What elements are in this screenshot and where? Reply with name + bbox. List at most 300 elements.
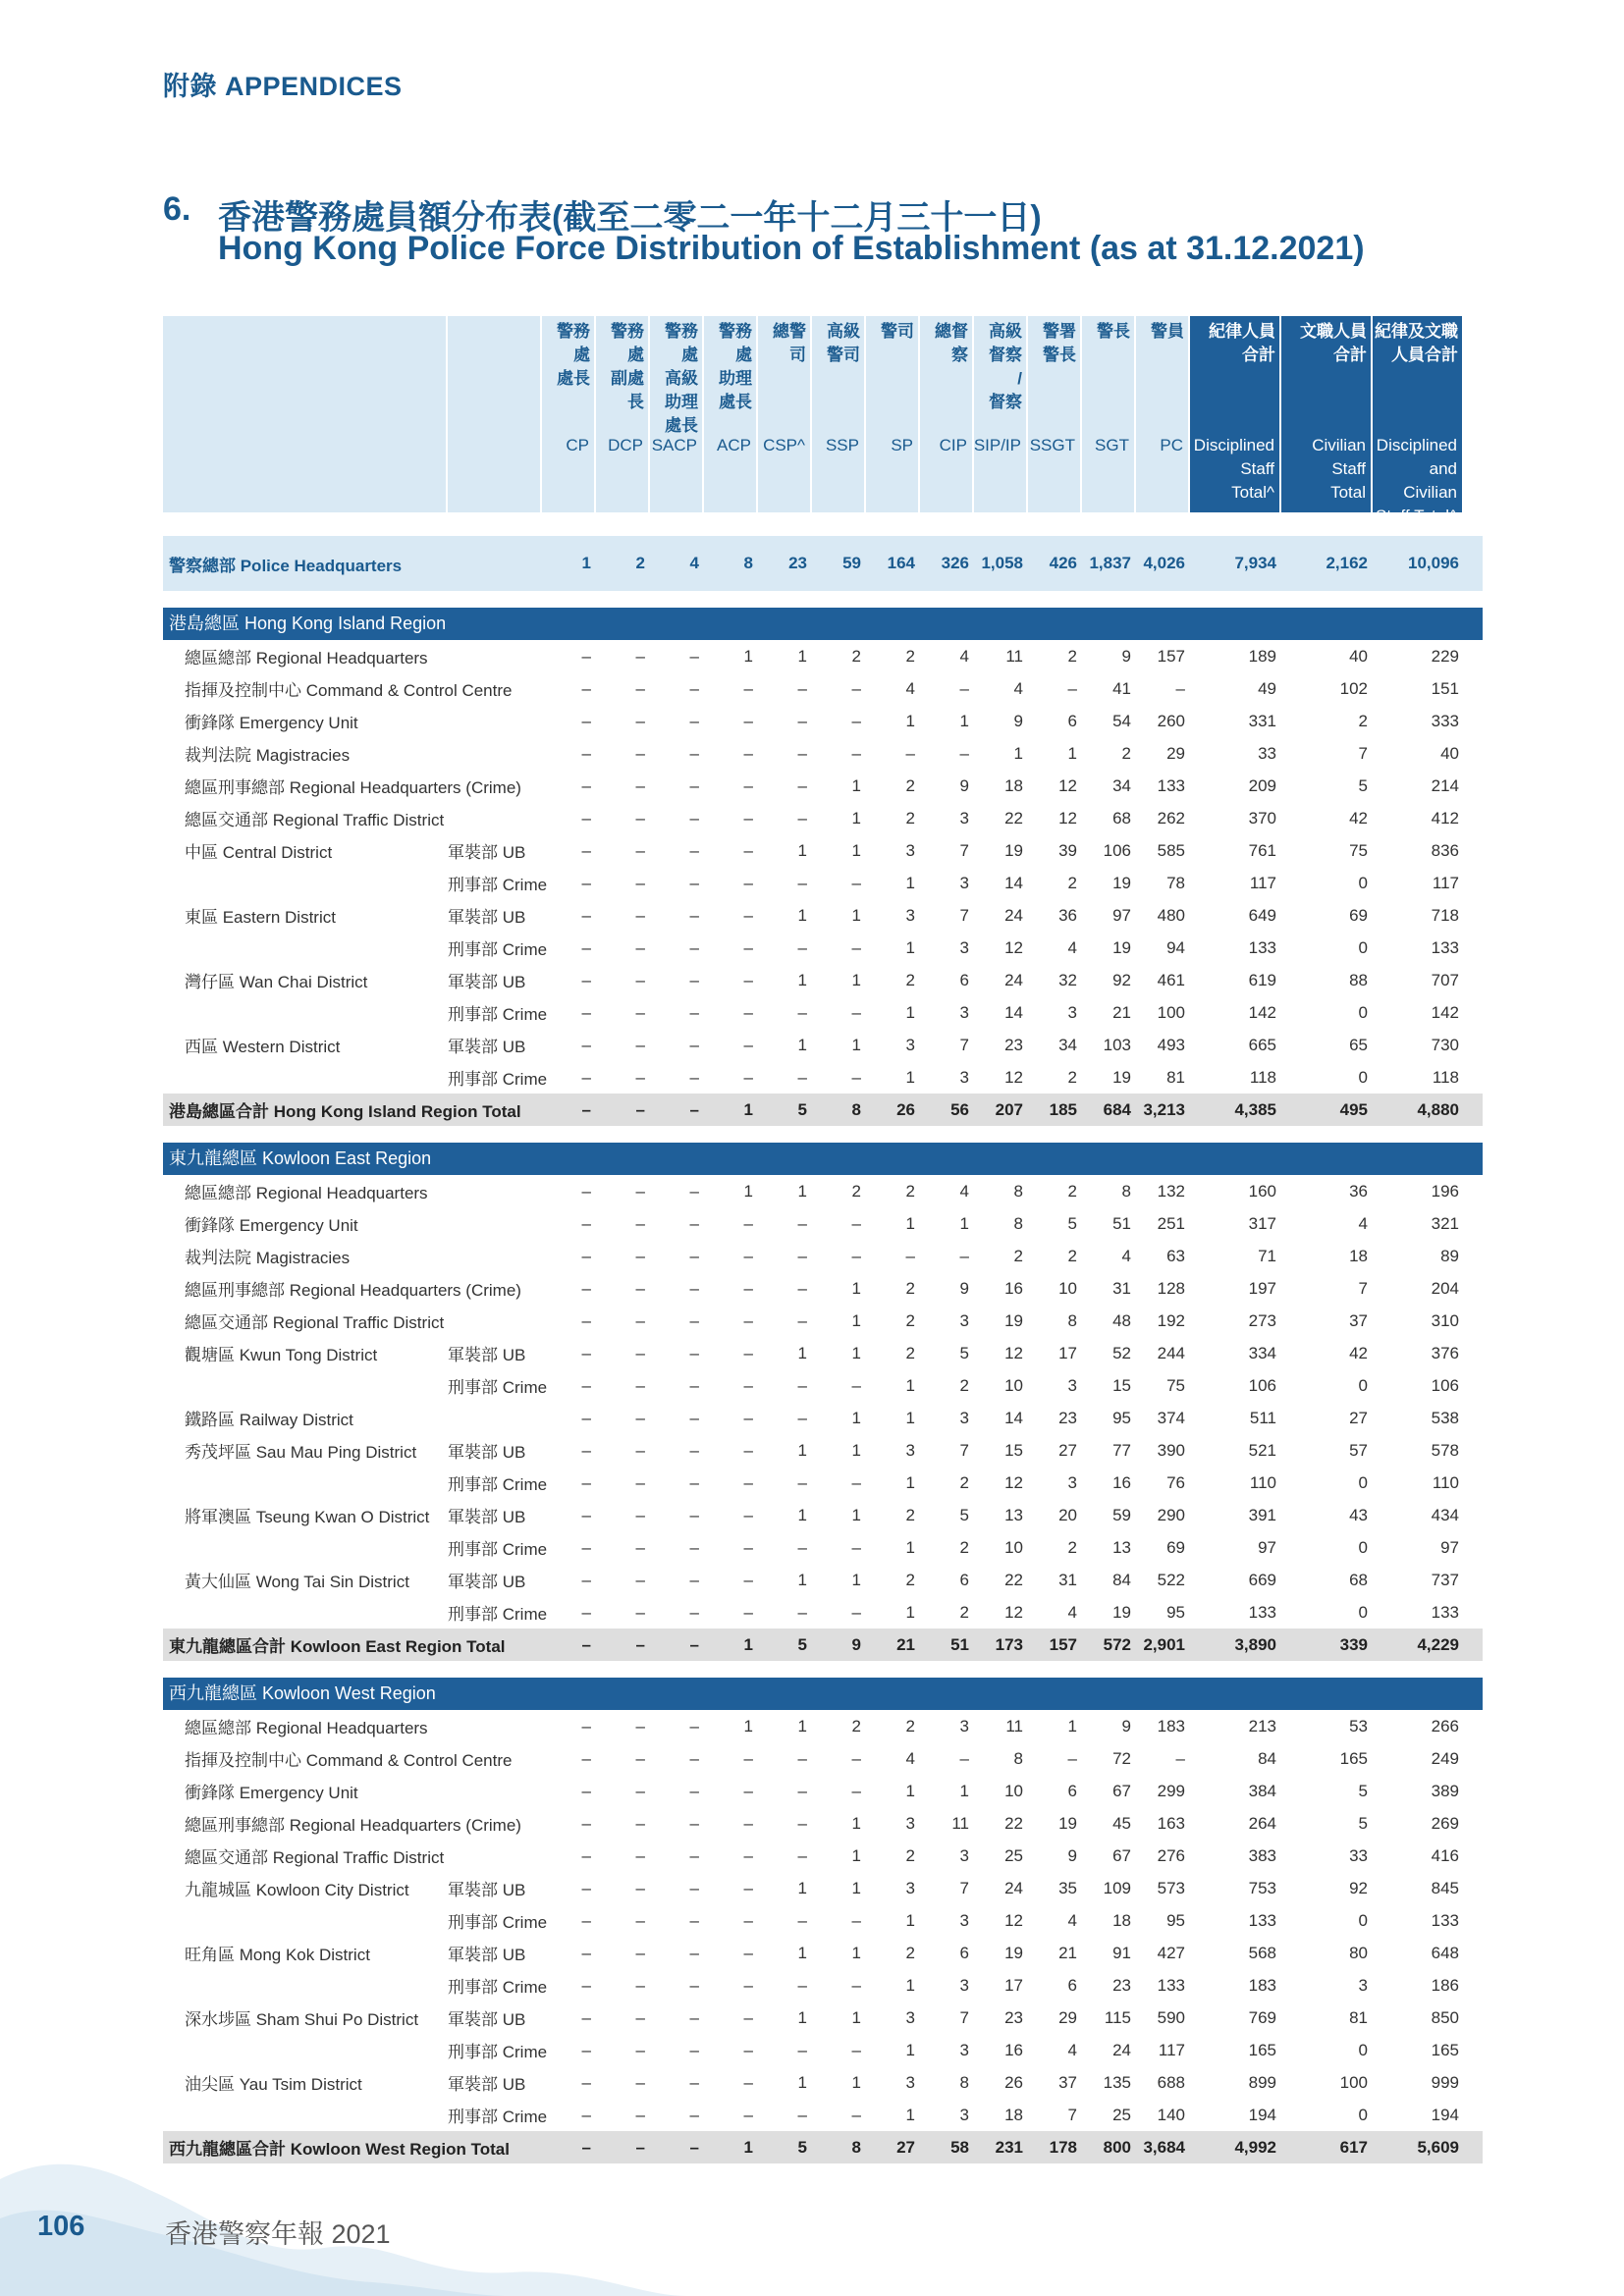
value-cell: – xyxy=(635,1748,645,1768)
value-cell: 77 xyxy=(1112,1440,1131,1460)
value-cell: – xyxy=(581,1213,591,1233)
value-cell: – xyxy=(689,1602,699,1622)
table-row xyxy=(163,770,1483,802)
value-cell: 4 xyxy=(1067,1602,1077,1622)
header-blank-cell xyxy=(163,316,448,512)
value-cell: 538 xyxy=(1431,1408,1459,1427)
value-cell: 22 xyxy=(1004,808,1023,828)
value-cell: 140 xyxy=(1157,2105,1185,2124)
value-cell: 2 xyxy=(959,1472,969,1492)
column-header-english: SACP xyxy=(651,436,697,454)
value-cell: 5 xyxy=(797,2137,807,2157)
value-cell: – xyxy=(1175,1748,1185,1768)
value-cell: 75 xyxy=(1166,1375,1185,1395)
column-header xyxy=(1082,316,1136,512)
value-cell: 590 xyxy=(1157,2007,1185,2027)
value-cell: – xyxy=(743,1505,753,1524)
value-cell: 183 xyxy=(1157,1716,1185,1735)
value-cell: 1 xyxy=(743,1099,753,1119)
value-cell: – xyxy=(635,905,645,925)
value-cell: – xyxy=(635,1408,645,1427)
value-cell: – xyxy=(581,1748,591,1768)
value-cell: 76 xyxy=(1166,1472,1185,1492)
value-cell: 1 xyxy=(905,1602,915,1622)
value-cell: – xyxy=(743,1910,753,1930)
value-cell: – xyxy=(743,1845,753,1865)
column-header-chinese: 警務處 處長 xyxy=(557,322,590,388)
value-cell: 707 xyxy=(1431,970,1459,989)
value-cell: 3 xyxy=(905,840,915,860)
value-cell: – xyxy=(797,1602,807,1622)
value-cell: 617 xyxy=(1339,2137,1368,2157)
value-cell: 2 xyxy=(905,1570,915,1589)
value-cell: 4 xyxy=(689,554,699,572)
value-cell: 264 xyxy=(1248,1813,1276,1833)
value-cell: – xyxy=(581,1943,591,1962)
value-cell: 45 xyxy=(1112,1813,1131,1833)
row-label: 衝鋒隊 Emergency Unit xyxy=(185,1216,358,1235)
value-cell: 31 xyxy=(1112,1278,1131,1298)
column-header xyxy=(596,316,650,512)
region-header: 港島總區 Hong Kong Island Region xyxy=(163,608,1483,640)
value-cell: 3 xyxy=(905,1440,915,1460)
row-label: 衝鋒隊 Emergency Unit xyxy=(185,714,358,732)
value-cell: – xyxy=(635,743,645,763)
value-cell: 95 xyxy=(1166,1602,1185,1622)
table-row xyxy=(163,1531,1483,1564)
value-cell: 737 xyxy=(1431,1570,1459,1589)
value-cell: 56 xyxy=(950,1099,969,1119)
value-cell: – xyxy=(581,1310,591,1330)
value-cell: – xyxy=(581,1002,591,1022)
value-cell: – xyxy=(851,1537,861,1557)
value-cell: – xyxy=(635,2105,645,2124)
value-cell: 19 xyxy=(1112,1067,1131,1087)
value-cell: 229 xyxy=(1431,646,1459,666)
value-cell: – xyxy=(743,1246,753,1265)
value-cell: 427 xyxy=(1157,1943,1185,1962)
column-header-chinese: 警務處 副處長 xyxy=(611,322,644,411)
value-cell: 1,837 xyxy=(1089,554,1131,572)
table-row xyxy=(163,1710,1483,1742)
value-cell: – xyxy=(581,1246,591,1265)
value-cell: 42 xyxy=(1349,808,1368,828)
value-cell: – xyxy=(851,1067,861,1087)
value-cell: 1 xyxy=(905,1910,915,1930)
value-cell: 10 xyxy=(1058,1278,1077,1298)
value-cell: – xyxy=(689,1375,699,1395)
value-cell: 8 xyxy=(1013,1181,1023,1201)
value-cell: 19 xyxy=(1004,1943,1023,1962)
value-cell: – xyxy=(689,2105,699,2124)
value-cell: 7 xyxy=(1067,2105,1077,2124)
value-cell: 142 xyxy=(1431,1002,1459,1022)
row-label: 灣仔區 Wan Chai District xyxy=(185,973,368,991)
value-cell: 412 xyxy=(1431,808,1459,828)
value-cell: 3 xyxy=(959,1716,969,1735)
row-sublabel: 刑事部 Crime xyxy=(448,1070,548,1089)
headquarters-row xyxy=(163,536,1483,591)
value-cell: 89 xyxy=(1440,1246,1459,1265)
column-header-english: SSGT xyxy=(1029,436,1075,454)
value-cell: 1 xyxy=(797,1343,807,1362)
value-cell: – xyxy=(581,1537,591,1557)
table-row xyxy=(163,1029,1483,1061)
value-cell: – xyxy=(581,775,591,795)
value-cell: 1,058 xyxy=(981,554,1023,572)
value-cell: – xyxy=(851,743,861,763)
value-cell: 25 xyxy=(1112,2105,1131,2124)
table-row xyxy=(163,1061,1483,1094)
row-label: 指揮及控制中心 Command & Control Centre xyxy=(185,1751,513,1770)
value-cell: 29 xyxy=(1166,743,1185,763)
table-row xyxy=(163,867,1483,899)
value-cell: 24 xyxy=(1004,905,1023,925)
value-cell: 1 xyxy=(905,1408,915,1427)
value-cell: 1 xyxy=(851,1343,861,1362)
row-label: 警察總部 Police Headquarters xyxy=(169,556,403,575)
value-cell: – xyxy=(635,1878,645,1897)
value-cell: 522 xyxy=(1157,1570,1185,1589)
value-cell: 9 xyxy=(1067,1845,1077,1865)
value-cell: 3 xyxy=(1358,1975,1368,1995)
value-cell: 197 xyxy=(1248,1278,1276,1298)
value-cell: – xyxy=(743,1278,753,1298)
value-cell: 10,096 xyxy=(1408,554,1459,572)
value-cell: 213 xyxy=(1248,1716,1276,1735)
value-cell: – xyxy=(851,1910,861,1930)
value-cell: 5 xyxy=(959,1505,969,1524)
value-cell: – xyxy=(635,1343,645,1362)
value-cell: – xyxy=(851,1213,861,1233)
value-cell: 2 xyxy=(959,1537,969,1557)
value-cell: – xyxy=(797,1310,807,1330)
value-cell: 106 xyxy=(1248,1375,1276,1395)
column-header-english: PC xyxy=(1160,436,1183,454)
row-label: 總區總部 Regional Headquarters xyxy=(185,1184,428,1202)
value-cell: 391 xyxy=(1248,1505,1276,1524)
value-cell: 6 xyxy=(1067,1975,1077,1995)
value-cell: – xyxy=(851,2105,861,2124)
value-cell: 16 xyxy=(1004,2040,1023,2059)
value-cell: 100 xyxy=(1157,1002,1185,1022)
table-row xyxy=(163,1937,1483,1969)
value-cell: 81 xyxy=(1349,2007,1368,2027)
value-cell: – xyxy=(851,1748,861,1768)
value-cell: 22 xyxy=(1004,1570,1023,1589)
table-row xyxy=(163,1872,1483,1904)
table-row xyxy=(163,996,1483,1029)
value-cell: 68 xyxy=(1112,808,1131,828)
table-row xyxy=(163,1402,1483,1434)
value-cell: – xyxy=(689,905,699,925)
value-cell: 117 xyxy=(1249,873,1276,892)
value-cell: 1 xyxy=(797,1878,807,1897)
value-cell: 65 xyxy=(1349,1035,1368,1054)
value-cell: 151 xyxy=(1431,678,1459,698)
table-row xyxy=(163,1840,1483,1872)
value-cell: 110 xyxy=(1249,1472,1276,1492)
value-cell: 2 xyxy=(905,775,915,795)
value-cell: 2 xyxy=(905,808,915,828)
value-cell: 95 xyxy=(1166,1910,1185,1930)
value-cell: 299 xyxy=(1157,1781,1185,1800)
value-cell: 6 xyxy=(1067,1781,1077,1800)
value-cell: 2 xyxy=(1067,1181,1077,1201)
value-cell: – xyxy=(689,2072,699,2092)
value-cell: 8 xyxy=(743,554,753,572)
value-cell: 23 xyxy=(1004,2007,1023,2027)
value-cell: – xyxy=(743,1375,753,1395)
table-row xyxy=(163,1272,1483,1305)
value-cell: 1 xyxy=(905,1213,915,1233)
value-cell: 92 xyxy=(1349,1878,1368,1897)
value-cell: 1 xyxy=(851,1035,861,1054)
value-cell: 157 xyxy=(1049,1634,1077,1654)
value-cell: 1 xyxy=(851,1570,861,1589)
value-cell: 1 xyxy=(851,1845,861,1865)
value-cell: – xyxy=(743,775,753,795)
value-cell: 102 xyxy=(1339,678,1368,698)
value-cell: 9 xyxy=(1013,711,1023,730)
row-sublabel: 軍裝部 UB xyxy=(448,2075,526,2094)
value-cell: – xyxy=(851,678,861,698)
value-cell: 2 xyxy=(905,1845,915,1865)
value-cell: – xyxy=(797,1213,807,1233)
value-cell: 106 xyxy=(1431,1375,1459,1395)
row-sublabel: 刑事部 Crime xyxy=(448,1605,548,1624)
table-row xyxy=(163,1240,1483,1272)
row-label: 總區總部 Regional Headquarters xyxy=(185,649,428,667)
value-cell: 11 xyxy=(1005,646,1023,666)
row-sublabel: 刑事部 Crime xyxy=(448,1005,548,1024)
value-cell: – xyxy=(581,1570,591,1589)
table-row xyxy=(163,1467,1483,1499)
value-cell: 2 xyxy=(851,646,861,666)
value-cell: – xyxy=(743,1781,753,1800)
row-sublabel: 軍裝部 UB xyxy=(448,908,526,927)
value-cell: – xyxy=(797,1910,807,1930)
value-cell: – xyxy=(797,1246,807,1265)
value-cell: 133 xyxy=(1431,1602,1459,1622)
row-sublabel: 軍裝部 UB xyxy=(448,973,526,991)
column-header-english: CSP^ xyxy=(763,436,805,454)
value-cell: 2 xyxy=(905,1278,915,1298)
value-cell: 269 xyxy=(1431,1813,1459,1833)
value-cell: 2 xyxy=(905,1943,915,1962)
value-cell: – xyxy=(581,1035,591,1054)
value-cell: 3,684 xyxy=(1143,2137,1185,2157)
value-cell: – xyxy=(797,1067,807,1087)
value-cell: – xyxy=(635,1246,645,1265)
value-cell: – xyxy=(581,711,591,730)
value-cell: 214 xyxy=(1431,775,1459,795)
value-cell: 2 xyxy=(959,1375,969,1395)
table-row xyxy=(163,964,1483,996)
value-cell: 3,890 xyxy=(1234,1634,1276,1654)
row-label: 黃大仙區 Wong Tai Sin District xyxy=(185,1573,409,1591)
value-cell: 165 xyxy=(1431,2040,1459,2059)
value-cell: 1 xyxy=(905,937,915,957)
table-row xyxy=(163,1434,1483,1467)
value-cell: – xyxy=(797,1748,807,1768)
row-sublabel: 刑事部 Crime xyxy=(448,1913,548,1932)
value-cell: 29 xyxy=(1058,2007,1077,2027)
value-cell: 3 xyxy=(905,1813,915,1833)
value-cell: 3 xyxy=(959,1975,969,1995)
table-row xyxy=(163,2066,1483,2099)
value-cell: 3 xyxy=(959,1310,969,1330)
value-cell: – xyxy=(743,970,753,989)
value-cell: 128 xyxy=(1157,1278,1185,1298)
value-cell: 4,026 xyxy=(1143,554,1185,572)
value-cell: – xyxy=(635,873,645,892)
value-cell: 97 xyxy=(1440,1537,1459,1557)
row-label: 總區交通部 Regional Traffic District xyxy=(185,1848,445,1867)
value-cell: 3 xyxy=(905,905,915,925)
value-cell: 3 xyxy=(1067,1375,1077,1395)
value-cell: 390 xyxy=(1157,1440,1185,1460)
value-cell: 2 xyxy=(959,1602,969,1622)
value-cell: 2 xyxy=(905,1181,915,1201)
value-cell: 0 xyxy=(1358,1002,1368,1022)
value-cell: 10 xyxy=(1004,1375,1023,1395)
value-cell: 27 xyxy=(1058,1440,1077,1460)
value-cell: 133 xyxy=(1248,1910,1276,1930)
value-cell: 71 xyxy=(1258,1246,1276,1265)
value-cell: 4 xyxy=(1067,937,1077,957)
value-cell: 262 xyxy=(1157,808,1185,828)
value-cell: – xyxy=(689,2040,699,2059)
value-cell: – xyxy=(635,2072,645,2092)
value-cell: 12 xyxy=(1004,1910,1023,1930)
value-cell: 183 xyxy=(1248,1975,1276,1995)
value-cell: 133 xyxy=(1248,1602,1276,1622)
value-cell: 43 xyxy=(1349,1505,1368,1524)
value-cell: – xyxy=(689,775,699,795)
value-cell: 103 xyxy=(1103,1035,1131,1054)
value-cell: – xyxy=(689,1181,699,1201)
value-cell: – xyxy=(743,1537,753,1557)
value-cell: – xyxy=(689,1213,699,1233)
value-cell: – xyxy=(581,2007,591,2027)
value-cell: 1 xyxy=(905,1472,915,1492)
value-cell: 132 xyxy=(1157,1181,1185,1201)
value-cell: 5 xyxy=(959,1343,969,1362)
value-cell: 585 xyxy=(1157,840,1185,860)
value-cell: 4 xyxy=(1013,678,1023,698)
value-cell: 0 xyxy=(1358,1602,1368,1622)
value-cell: 106 xyxy=(1103,840,1131,860)
value-cell: 1 xyxy=(797,2072,807,2092)
table-row xyxy=(163,737,1483,770)
value-cell: 19 xyxy=(1112,873,1131,892)
value-cell: 684 xyxy=(1103,1099,1131,1119)
value-cell: – xyxy=(743,1943,753,1962)
value-cell: 67 xyxy=(1112,1781,1131,1800)
value-cell: – xyxy=(635,1716,645,1735)
row-sublabel: 刑事部 Crime xyxy=(448,940,548,959)
table-title-chinese: 香港警務處員額分布表(截至二零二一年十二月三十一日) xyxy=(218,199,1042,237)
value-cell: 2,162 xyxy=(1326,554,1368,572)
value-cell: 133 xyxy=(1157,775,1185,795)
value-cell: 18 xyxy=(1004,775,1023,795)
value-cell: 12 xyxy=(1004,1472,1023,1492)
region-total-row xyxy=(163,1629,1483,1661)
value-cell: – xyxy=(851,937,861,957)
value-cell: 31 xyxy=(1058,1570,1077,1589)
value-cell: – xyxy=(797,1002,807,1022)
value-cell: 7 xyxy=(959,1035,969,1054)
value-cell: 4,992 xyxy=(1234,2137,1276,2157)
value-cell: 3 xyxy=(959,1067,969,1087)
value-cell: – xyxy=(635,937,645,957)
value-cell: 1 xyxy=(905,1781,915,1800)
value-cell: 495 xyxy=(1339,1099,1368,1119)
value-cell: 290 xyxy=(1157,1505,1185,1524)
value-cell: 157 xyxy=(1157,646,1185,666)
value-cell: 1 xyxy=(959,711,969,730)
value-cell: 9 xyxy=(1121,646,1131,666)
value-cell: – xyxy=(581,1440,591,1460)
value-cell: – xyxy=(743,1035,753,1054)
value-cell: – xyxy=(797,937,807,957)
value-cell: – xyxy=(581,840,591,860)
column-header xyxy=(1281,316,1373,512)
row-sublabel: 軍裝部 UB xyxy=(448,1038,526,1056)
value-cell: 6 xyxy=(1067,711,1077,730)
value-cell: 94 xyxy=(1166,937,1185,957)
value-cell: 51 xyxy=(1112,1213,1131,1233)
value-cell: – xyxy=(581,970,591,989)
value-cell: 69 xyxy=(1349,905,1368,925)
value-cell: – xyxy=(635,2137,645,2157)
value-cell: 850 xyxy=(1431,2007,1459,2027)
value-cell: – xyxy=(689,1343,699,1362)
value-cell: 1 xyxy=(797,1570,807,1589)
value-cell: 2 xyxy=(1067,1537,1077,1557)
value-cell: 7,934 xyxy=(1234,554,1276,572)
value-cell: 3 xyxy=(905,1035,915,1054)
row-sublabel: 刑事部 Crime xyxy=(448,1540,548,1559)
value-cell: 0 xyxy=(1358,937,1368,957)
value-cell: – xyxy=(635,1845,645,1865)
value-cell: 3 xyxy=(959,937,969,957)
value-cell: – xyxy=(689,1099,699,1119)
value-cell: 36 xyxy=(1349,1181,1368,1201)
value-cell: 2 xyxy=(1358,711,1368,730)
value-cell: – xyxy=(635,1213,645,1233)
value-cell: – xyxy=(797,678,807,698)
value-cell: 13 xyxy=(1112,1537,1131,1557)
value-cell: 52 xyxy=(1112,1343,1131,1362)
value-cell: 2 xyxy=(1067,646,1077,666)
value-cell: 326 xyxy=(941,554,969,572)
row-sublabel: 刑事部 Crime xyxy=(448,1378,548,1397)
column-header-chinese: 紀律及文職 人員合計 xyxy=(1375,322,1458,364)
value-cell: 24 xyxy=(1112,2040,1131,2059)
value-cell: – xyxy=(797,1781,807,1800)
value-cell: 276 xyxy=(1157,1845,1185,1865)
column-header-chinese: 警司 xyxy=(881,322,914,341)
column-header-english: CP xyxy=(566,436,589,454)
value-cell: 49 xyxy=(1258,678,1276,698)
value-cell: – xyxy=(797,2040,807,2059)
row-label: 西九龍總區合計 Kowloon West Region Total xyxy=(169,2140,510,2159)
value-cell: – xyxy=(581,2040,591,2059)
value-cell: – xyxy=(689,1505,699,1524)
value-cell: 23 xyxy=(788,554,807,572)
